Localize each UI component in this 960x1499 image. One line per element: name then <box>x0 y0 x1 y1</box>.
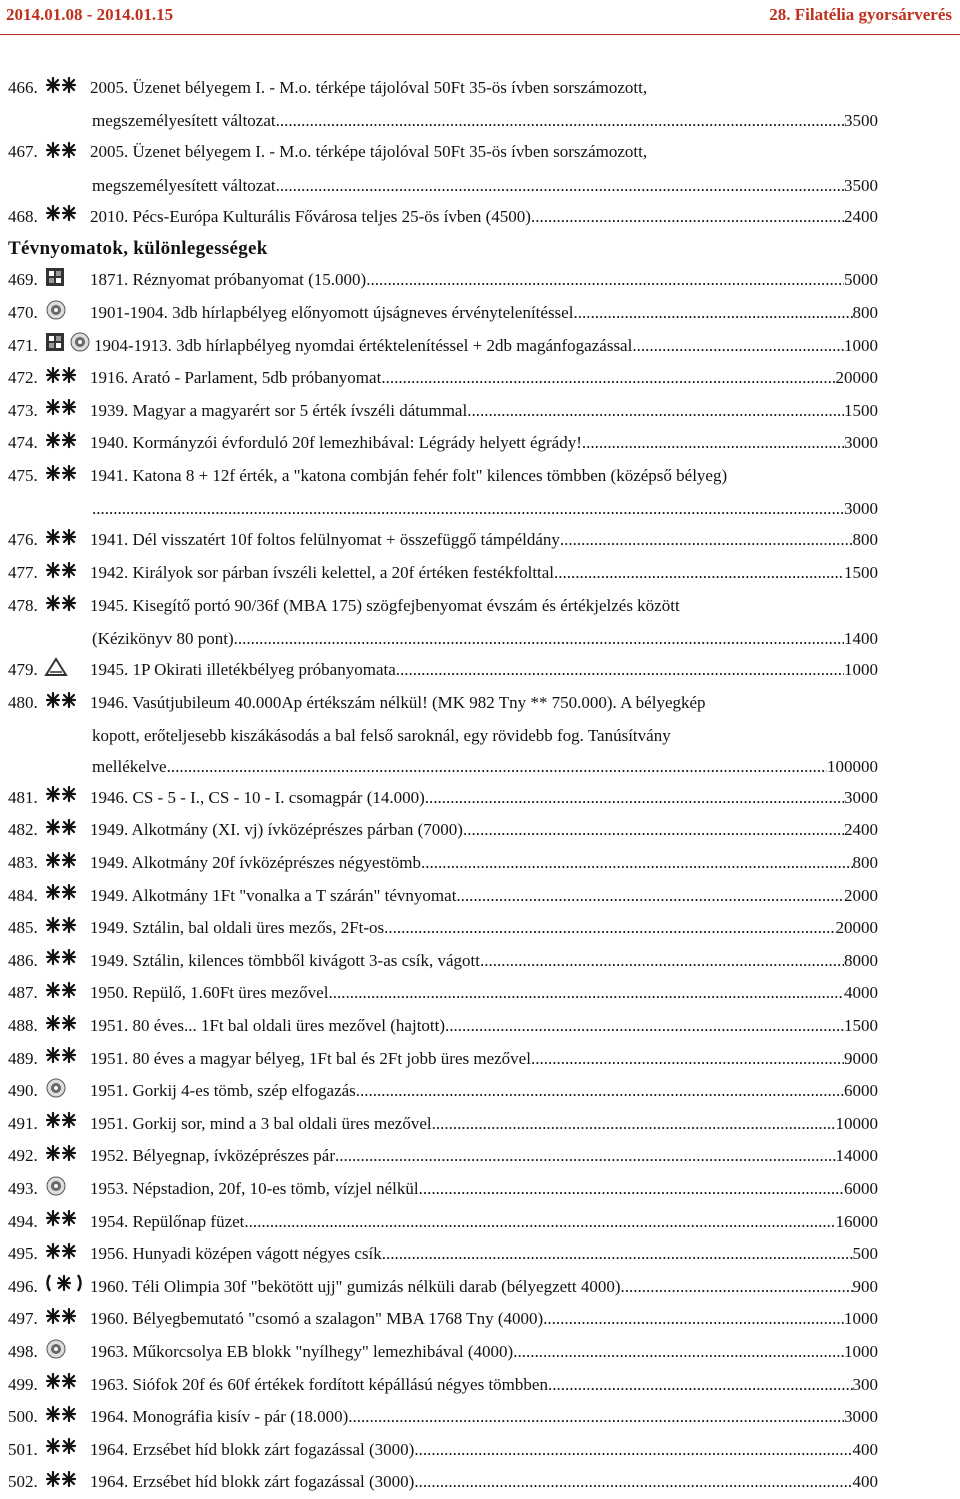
condition-icons <box>44 654 90 687</box>
lot-price: 1500 <box>844 562 878 582</box>
lot-description: 1945. 1P Okirati illetékbélyeg próbanyomata <box>90 659 396 679</box>
lot-description: 1946. Vasútjubileum 40.000Ap értékszám nélkül! (MK 982 Tny ** 750.000). A bélyegkép <box>90 692 706 712</box>
lot-price: 900 <box>852 1276 878 1296</box>
lot-number: 481. <box>8 787 38 807</box>
lot-number: 489. <box>8 1048 38 1068</box>
lot-price: 400 <box>852 1472 878 1492</box>
lot-description: 2005. Üzenet bélyegem I. - M.o. térképe tájolóval 50Ft 35-ös ívben sorszámozott, <box>90 142 648 162</box>
lot-description: 1951. Gorkij 4-es tömb, szép elfogazás <box>90 1081 356 1101</box>
mint-stamp-icon <box>44 1435 78 1466</box>
leader-dots <box>531 1043 844 1074</box>
condition-icons <box>44 395 90 428</box>
lot-price: 3500 <box>844 111 878 131</box>
condition-icons <box>44 977 90 1010</box>
leader-dots <box>582 427 844 458</box>
lot-price: 2400 <box>844 820 878 840</box>
lot-description: 1952. Bélyegnap, ívközéprészes pár <box>90 1146 335 1166</box>
lot-number: 491. <box>8 1113 38 1133</box>
lot-description: 1951. 80 éves... 1Ft bal oldali üres mezővel (hajtott) <box>90 1016 446 1036</box>
lot-price: 1400 <box>844 628 878 648</box>
condition-icons <box>44 814 90 847</box>
lot-price: 1500 <box>844 400 878 420</box>
condition-icons <box>44 1303 90 1336</box>
lot-number: 500. <box>8 1407 38 1427</box>
lot-description: 1964. Monográfia kisív - pár (18.000) <box>90 1407 349 1427</box>
lot-entry <box>8 1434 878 1467</box>
lot-description: 1946. CS - 5 - I., CS - 10 - I. csomagpár (14.000) <box>90 787 425 807</box>
lot-number: 472. <box>8 368 38 388</box>
leader-dots <box>554 557 844 588</box>
lot-entry <box>8 460 878 524</box>
leader-dots <box>445 1010 844 1041</box>
lot-entry <box>8 590 878 654</box>
lot-description: megszemélyesített változat <box>92 111 276 131</box>
lot-price: 2400 <box>844 206 878 226</box>
condition-icons <box>44 1369 90 1402</box>
lot-entry <box>8 687 878 782</box>
lot-entry <box>8 847 878 880</box>
mint-stamp-icon <box>44 139 78 170</box>
condition-icons <box>44 1336 90 1369</box>
mint-stamp-icon <box>44 1012 78 1043</box>
leader-dots <box>381 362 835 393</box>
condition-icons <box>44 330 94 363</box>
condition-icons <box>44 687 90 720</box>
lot-entry <box>8 945 878 978</box>
used-stamp-icon <box>68 331 92 362</box>
used-stamp-icon <box>44 1077 68 1108</box>
lot-price: 1000 <box>844 1309 878 1329</box>
lot-description: 2010. Pécs-Európa Kulturális Fővárosa teljes 25-ös ívben (4500) <box>90 206 531 226</box>
lot-description: 1941. Katona 8 + 12f érték, a "katona combján fehér folt" kilences tömbben (középső bélyeg) <box>90 465 728 485</box>
lot-number: 479. <box>8 659 38 679</box>
mint-stamp-icon <box>44 364 78 395</box>
mint-stamp-icon <box>44 1403 78 1434</box>
lot-description: 1871. Réznyomat próbanyomat (15.000) <box>90 270 367 290</box>
lot-price: 400 <box>852 1439 878 1459</box>
lot-entry <box>8 1140 878 1173</box>
leader-dots <box>382 1238 853 1269</box>
lot-price: 1000 <box>844 1341 878 1361</box>
mint-stamp-icon <box>44 1109 78 1140</box>
mint-stamp-icon <box>44 914 78 945</box>
condition-icons <box>44 1108 90 1141</box>
condition-icons <box>44 880 90 913</box>
lot-description: 1949. Alkotmány 20f ívközéprészes négyestömb <box>90 853 421 873</box>
condition-icons <box>44 945 90 978</box>
lot-description: 1963. Siófok 20f és 60f értékek fordított képállású négyes tömbben <box>90 1374 548 1394</box>
lot-price: 6000 <box>844 1179 878 1199</box>
lot-entry <box>8 362 878 395</box>
lot-list <box>8 72 878 1499</box>
leader-dots <box>467 395 844 426</box>
mint-stamp-icon <box>44 74 78 105</box>
lot-description: 1964. Erzsébet híd blokk zárt fogazással (3000) <box>90 1439 415 1459</box>
lot-price: 1000 <box>844 335 878 355</box>
lot-price: 100000 <box>827 756 878 776</box>
leader-dots <box>419 1173 844 1204</box>
header-divider <box>0 34 960 35</box>
lot-number: 487. <box>8 983 38 1003</box>
lot-number: 494. <box>8 1211 38 1231</box>
condition-icons <box>44 1075 90 1108</box>
lot-entry <box>8 1010 878 1043</box>
lot-entry <box>8 1206 878 1239</box>
lot-entry <box>8 427 878 460</box>
lot-number: 497. <box>8 1309 38 1329</box>
lot-price: 20000 <box>835 918 878 938</box>
lot-number: 467. <box>8 142 38 162</box>
condition-icons <box>44 782 90 815</box>
mint-stamp-icon <box>44 396 78 427</box>
lot-entry <box>8 72 878 136</box>
lot-number: 495. <box>8 1244 38 1264</box>
lot-entry <box>8 1336 878 1369</box>
lot-number: 478. <box>8 595 38 615</box>
proof-stamp-icon <box>44 331 66 362</box>
condition-icons <box>44 1173 90 1206</box>
lot-description: kopott, erőteljesebb kiszákásodás a bal felső saroknál, egy rövidebb fog. Tanúsítvány <box>92 725 671 745</box>
leader-dots <box>396 654 844 685</box>
fiscal-stamp-icon <box>44 656 68 687</box>
leader-dots <box>621 1271 853 1302</box>
mint-stamp-icon <box>44 689 78 720</box>
leader-dots <box>573 297 852 328</box>
lot-price: 1000 <box>844 659 878 679</box>
mint-stamp-icon <box>44 783 78 814</box>
lot-price: 5000 <box>844 270 878 290</box>
lot-price: 3000 <box>844 433 878 453</box>
leader-dots <box>432 1108 836 1139</box>
mint-stamp-icon <box>44 946 78 977</box>
lot-description: 1963. Műkorcsolya EB blokk "nyílhegy" lemezhibával (4000) <box>90 1341 514 1361</box>
mint-stamp-icon <box>44 1240 78 1271</box>
lot-number: 482. <box>8 820 38 840</box>
mint-stamp-icon <box>44 816 78 847</box>
lot-price: 3000 <box>844 499 878 519</box>
lot-price: 3000 <box>844 1407 878 1427</box>
lot-description: megszemélyesített változat <box>92 175 276 195</box>
lot-price: 800 <box>852 302 878 322</box>
condition-icons <box>44 590 90 623</box>
lot-entry <box>8 395 878 428</box>
condition-icons <box>44 1238 90 1271</box>
used-stamp-icon <box>44 299 68 330</box>
leader-dots <box>543 1303 844 1334</box>
condition-icons <box>44 201 90 234</box>
leader-dots <box>244 1206 835 1237</box>
auction-title: 28. Filatélia gyorsárverés <box>769 5 952 24</box>
lot-description: 1950. Repülő, 1.60Ft üres mezővel <box>90 983 329 1003</box>
condition-icons <box>44 1401 90 1434</box>
lot-description: 1942. Királyok sor párban ívszéli kelettel, a 20f értéken festékfolttal <box>90 562 555 582</box>
leader-dots <box>548 1369 853 1400</box>
condition-icons <box>44 1434 90 1467</box>
lot-description: 1960. Bélyegbemutató "csomó a szalagon" MBA 1768 Tny (4000) <box>90 1309 544 1329</box>
leader-dots <box>276 105 844 136</box>
lot-entry <box>8 524 878 557</box>
leader-dots <box>96 493 844 524</box>
date-range: 2014.01.08 - 2014.01.15 <box>6 5 174 24</box>
lot-number: 470. <box>8 302 38 322</box>
lot-entry <box>8 654 878 687</box>
lot-entry <box>8 330 878 363</box>
lot-entry <box>8 136 878 200</box>
lot-number: 490. <box>8 1081 38 1101</box>
leader-dots <box>335 1140 836 1171</box>
leader-dots <box>384 912 835 943</box>
lot-description: 1901-1904. 3db hírlapbélyeg előnyomott újságneves érvénytelenítéssel <box>90 302 574 322</box>
lot-price: 500 <box>852 1244 878 1264</box>
lot-description: 1956. Hunyadi középen vágott négyes csík <box>90 1244 382 1264</box>
leader-dots <box>171 751 827 782</box>
lot-number: 473. <box>8 400 38 420</box>
lot-number: 485. <box>8 918 38 938</box>
condition-icons <box>44 847 90 880</box>
condition-icons <box>44 1043 90 1076</box>
mint-stamp-icon <box>44 462 78 493</box>
leader-dots <box>425 782 844 813</box>
lot-number: 493. <box>8 1179 38 1199</box>
used-stamp-icon <box>44 1338 68 1369</box>
lot-number: 498. <box>8 1341 38 1361</box>
lot-entry <box>8 1075 878 1108</box>
lot-price: 6000 <box>844 1081 878 1101</box>
mint-stamp-icon <box>44 979 78 1010</box>
lot-entry <box>8 1466 878 1499</box>
leader-dots <box>463 814 844 845</box>
mint-stamp-icon <box>44 1044 78 1075</box>
lot-description: 1960. Téli Olimpia 30f "bekötött ujj" gumizás nélküli darab (bélyegzett 4000) <box>90 1276 621 1296</box>
lot-price: 9000 <box>844 1048 878 1068</box>
lot-description: 1916. Arató - Parlament, 5db próbanyomat <box>90 368 382 388</box>
lot-entry <box>8 1401 878 1434</box>
lot-number: 486. <box>8 950 38 970</box>
lot-entry <box>8 1173 878 1206</box>
leader-dots <box>421 847 853 878</box>
lot-description: (Kézikönyv 80 pont) <box>92 628 234 648</box>
mint-stamp-icon <box>44 1370 78 1401</box>
lot-entry <box>8 880 878 913</box>
lot-number: 499. <box>8 1374 38 1394</box>
lot-number: 471. <box>8 335 38 355</box>
lot-number: 488. <box>8 1016 38 1036</box>
leader-dots <box>366 264 844 295</box>
lot-description: 1945. Kisegítő portó 90/36f (MBA 175) szögfejbenyomat évszám és értékjelzés között <box>90 595 680 615</box>
leader-dots <box>531 201 844 232</box>
lot-description: mellékelve. <box>92 756 171 776</box>
lot-entry <box>8 977 878 1010</box>
lot-entry <box>8 264 878 297</box>
condition-icons <box>44 557 90 590</box>
lot-entry <box>8 201 878 234</box>
leader-dots <box>632 330 844 361</box>
lot-number: 476. <box>8 530 38 550</box>
lot-number: 502. <box>8 1472 38 1492</box>
lot-entry <box>8 912 878 945</box>
condition-icons <box>44 461 90 494</box>
lot-description: 1949. Sztálin, bal oldali üres mezős, 2Ft-os <box>90 918 385 938</box>
lot-entry <box>8 1271 878 1304</box>
lot-description: 1954. Repülőnap füzet <box>90 1211 245 1231</box>
lot-number: 477. <box>8 562 38 582</box>
leader-dots <box>480 945 844 976</box>
lot-description: 1949. Alkotmány 1Ft "vonalka a T szárán" tévnyomat <box>90 885 457 905</box>
lot-entry <box>8 1043 878 1076</box>
lot-price: 4000 <box>844 983 878 1003</box>
used-stamp-icon <box>44 1175 68 1206</box>
lot-number: 492. <box>8 1146 38 1166</box>
lot-price: 16000 <box>835 1211 878 1231</box>
mint-stamp-icon <box>44 881 78 912</box>
lot-number: 501. <box>8 1439 38 1459</box>
lot-entry <box>8 814 878 847</box>
lot-entry <box>8 1108 878 1141</box>
condition-icons <box>44 912 90 945</box>
lot-number: 474. <box>8 433 38 453</box>
lot-price: 20000 <box>835 368 878 388</box>
leader-dots <box>560 524 853 555</box>
condition-icons <box>44 1271 90 1304</box>
lot-price: 3000 <box>844 787 878 807</box>
proof-stamp-icon <box>44 266 66 297</box>
leader-dots <box>456 880 844 911</box>
condition-icons <box>44 524 90 557</box>
mint-stamp-icon <box>44 1468 78 1499</box>
lot-number: 475. <box>8 465 38 485</box>
condition-icons <box>44 264 90 297</box>
lot-entry <box>8 1303 878 1336</box>
mint-stamp-icon <box>44 849 78 880</box>
mint-stamp-icon <box>44 202 78 233</box>
condition-icons <box>44 362 90 395</box>
lot-number: 484. <box>8 885 38 905</box>
lot-description: 1953. Népstadion, 20f, 10-es tömb, vízjel nélkül <box>90 1179 419 1199</box>
lot-number: 496. <box>8 1276 38 1296</box>
lot-description: 1904-1913. 3db hírlapbélyeg nyomdai értéktelenítéssel + 2db magánfogazással <box>94 335 633 355</box>
lot-description: 1951. Gorkij sor, mind a 3 bal oldali üres mezővel <box>90 1113 432 1133</box>
lot-entry <box>8 782 878 815</box>
condition-icons <box>44 1010 90 1043</box>
lot-price: 14000 <box>835 1146 878 1166</box>
lot-entry <box>8 297 878 330</box>
lot-description: 1940. Kormányzói évforduló 20f lemezhibával: Légrády helyett égrády! <box>90 433 582 453</box>
lot-description: 1964. Erzsébet híd blokk zárt fogazással (3000) <box>90 1472 415 1492</box>
lot-description: 1949. Alkotmány (XI. vj) ívközéprészes párban (7000) <box>90 820 463 840</box>
lot-entry <box>8 557 878 590</box>
lot-description: . <box>92 499 97 519</box>
condition-icons <box>44 427 90 460</box>
mint-stamp-icon <box>44 559 78 590</box>
lot-number: 468. <box>8 206 38 226</box>
mint-stamp-icon <box>44 1207 78 1238</box>
leader-dots <box>414 1434 852 1465</box>
leader-dots <box>513 1336 844 1367</box>
condition-icons <box>44 1140 90 1173</box>
leader-dots <box>356 1075 844 1106</box>
lot-entry <box>8 1238 878 1271</box>
lot-price: 10000 <box>835 1113 878 1133</box>
leader-dots <box>414 1466 852 1497</box>
lot-entry <box>8 1369 878 1402</box>
mint-stamp-icon <box>44 429 78 460</box>
mint-stamp-icon <box>44 526 78 557</box>
leader-dots <box>234 623 844 654</box>
leader-dots <box>276 170 844 201</box>
mint-stamp-icon <box>44 1305 78 1336</box>
section-heading: Tévnyomatok, különlegességek <box>8 238 268 260</box>
lot-description: 1949. Sztálin, kilences tömbből kivágott 3-as csík, vágott <box>90 950 480 970</box>
lot-description: 1939. Magyar a magyarért sor 5 érték ívszéli dátummal <box>90 400 468 420</box>
lot-description: 2005. Üzenet bélyegem I. - M.o. térképe tájolóval 50Ft 35-ös ívben sorszámozott, <box>90 78 648 97</box>
condition-icons <box>44 297 90 330</box>
lot-price: 1500 <box>844 1016 878 1036</box>
page-header <box>0 0 960 30</box>
lot-number: 480. <box>8 692 38 712</box>
lot-price: 3500 <box>844 175 878 195</box>
condition-icons <box>44 73 90 106</box>
mint-stamp-icon <box>44 1142 78 1173</box>
mint-stamp-icon <box>44 592 78 623</box>
lot-description: 1951. 80 éves a magyar bélyeg, 1Ft bal és 2Ft jobb üres mezővel <box>90 1048 531 1068</box>
lot-price: 8000 <box>844 950 878 970</box>
lot-price: 800 <box>852 530 878 550</box>
lot-number: 466. <box>8 78 38 97</box>
lot-description: 1941. Dél visszatért 10f foltos felülnyomat + összefüggő támpéldány <box>90 530 560 550</box>
leader-dots <box>328 977 844 1008</box>
lot-price: 300 <box>852 1374 878 1394</box>
lot-price: 2000 <box>844 885 878 905</box>
condition-icons <box>44 137 90 170</box>
leader-dots <box>348 1401 844 1432</box>
condition-icons <box>44 1206 90 1239</box>
condition-icons <box>44 1466 90 1499</box>
lot-number: 483. <box>8 853 38 873</box>
lot-number: 469. <box>8 270 38 290</box>
lot-price: 800 <box>852 853 878 873</box>
no-gum-stamp-icon <box>44 1272 84 1303</box>
